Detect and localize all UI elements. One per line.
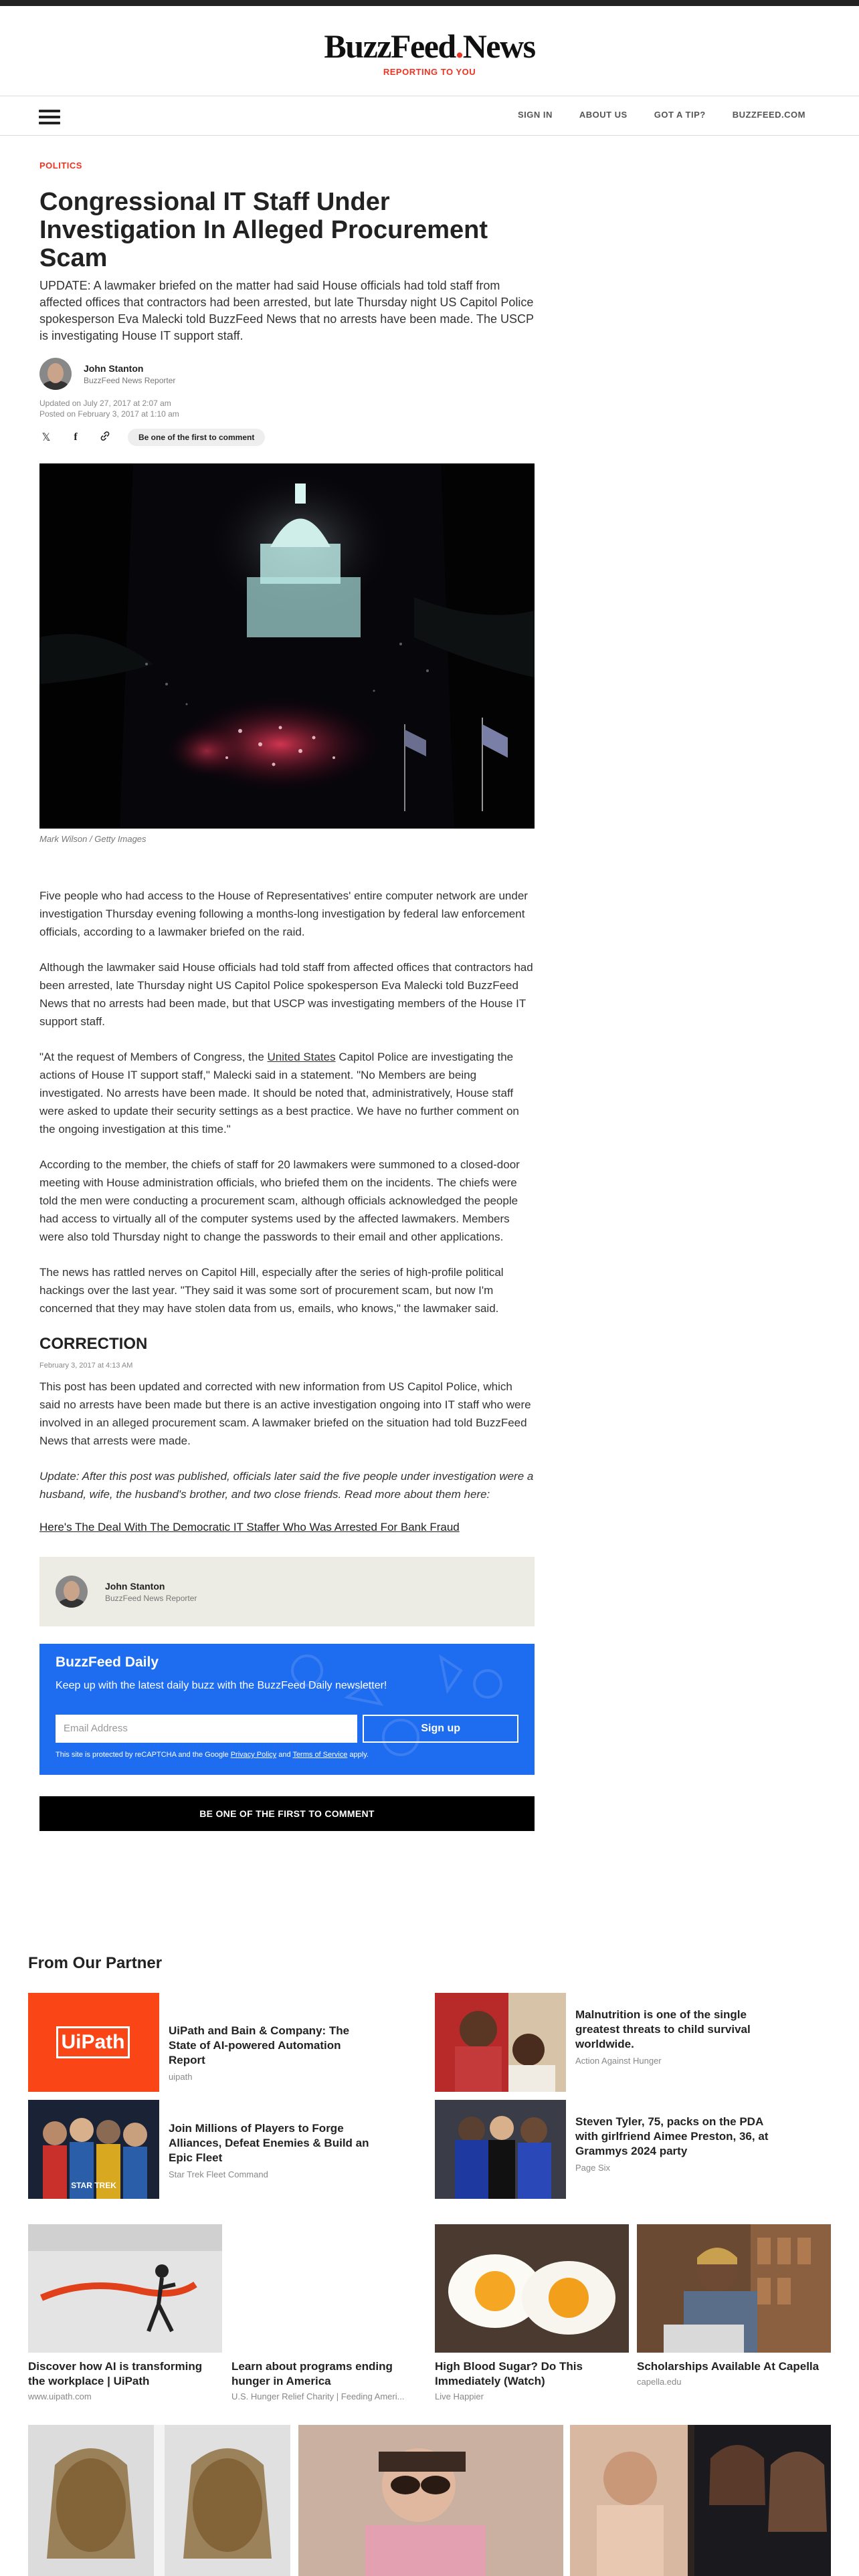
capella-thumbnail [637, 2224, 831, 2353]
partner-grid-card[interactable] [28, 2224, 222, 2401]
card-title: Steven Tyler, 75, packs on the PDA with girlfriend Aimee Preston, 36, at Grammys 2024 party [575, 2115, 769, 2157]
newsletter-description: Keep up with the latest daily buzz with the BuzzFeed Daily newsletter! [56, 1680, 387, 1691]
newsletter-signup [39, 1644, 535, 1775]
svg-text:STAR TREK: STAR TREK [71, 2181, 116, 2190]
partner-card[interactable] [28, 2100, 369, 2199]
card-source: www.uipath.com [28, 2391, 92, 2401]
partner-heading: From Our Partner [28, 1954, 163, 1972]
children-thumbnail [435, 1993, 566, 2092]
facebook-icon[interactable]: f [74, 431, 78, 443]
partner-card[interactable] [28, 1993, 369, 2092]
card-source: Star Trek Fleet Command [169, 2169, 268, 2179]
recaptcha-notice: This site is protected by reCAPTCHA and the Google Privacy Policy and Terms of Service apply. [56, 1751, 369, 1759]
share-bar [39, 429, 535, 446]
card-title: Scholarships Available At Capella [637, 2360, 820, 2373]
uipath-thumbnail: UiPath [28, 1993, 159, 2092]
card-title: Learn about programs ending hunger in America [231, 2360, 393, 2387]
card-title: Discover how AI is transforming the workplace | UiPath [28, 2360, 203, 2387]
timestamps [39, 398, 535, 419]
buzzfeed-news-logo[interactable]: BuzzFeed.News [324, 27, 535, 65]
sign-in-link[interactable]: SIGN IN [517, 110, 553, 120]
related-article-link[interactable]: Here's The Deal With The Democratic IT Staffer Who Was Arrested For Bank Fraud [39, 1521, 460, 1533]
author-card [39, 1557, 535, 1626]
article-dek: UPDATE: A lawmaker briefed on the matter had said House officials had told staff from affected offices that contractors had been arrested, but late Thursday night US Capitol Police spokesperson Eva Malecki told BuzzFeed News that no arrests have been made. The USCP is investigating House IT support staff. [39, 279, 534, 342]
about-us-link[interactable]: ABOUT US [579, 110, 628, 120]
celebrity-thumbnail [435, 2100, 566, 2199]
paragraph-5: The news has rattled nerves on Capitol Hill, especially after the series of high-profile political hackings over the last year. "They said it was some sort of procurement scam, but now I'm concerned that they may have stolen data from us, emails, who knows," the lawmaker said. [39, 1266, 504, 1315]
tagline: REPORTING TO YOU [383, 67, 476, 77]
partner-card[interactable] [435, 1993, 776, 2092]
comment-pill-button[interactable]: Be one of the first to comment [128, 429, 265, 446]
nav-bar [0, 96, 859, 136]
paragraph-1: Five people who had access to the House of Representatives' entire computer network are under investigation Thursday evening following a months-long investigation by federal law enforcement officials, according to a lawmaker briefed on the raid. [39, 889, 528, 938]
article-body [39, 887, 535, 1534]
card-source: Live Happier [435, 2391, 484, 2401]
partner-grid-card[interactable] [231, 2224, 425, 2401]
got-a-tip-link[interactable]: GOT A TIP? [654, 110, 706, 120]
category-label[interactable]: POLITICS [39, 160, 82, 171]
photo-credit: Mark Wilson / Getty Images [39, 834, 147, 844]
partner-image-couple[interactable] [570, 2425, 831, 2576]
privacy-policy-link[interactable]: Privacy Policy [230, 1751, 277, 1759]
partner-section [28, 1954, 831, 1973]
author-avatar[interactable] [39, 358, 72, 390]
update-note: Update: After this post was published, officials later said the five people under investigation were a husband, wife, the husband's brother, and two close friends. Read more about them here: [39, 1470, 534, 1501]
card-title: Malnutrition is one of the single greatest threats to child survival worldwide. [575, 2008, 751, 2050]
card-source: Page Six [575, 2163, 611, 2173]
partner-image-mugshots[interactable] [28, 2425, 290, 2576]
card-source: uipath [169, 2072, 193, 2082]
article [39, 160, 535, 1831]
sign-up-button[interactable]: Sign up [363, 1715, 518, 1743]
paragraph-4: According to the member, the chiefs of staff for 20 lawmakers were summoned to a closed-door meeting with House administration officials, who briefed them on the incidents. The chiefs were told the men were conducting a procurement scam, although officials acknowledged the people had access to virtually all of the computer systems used by the affected lawmakers. Members were also told Thursday night to change the passwords to their email and other applications. [39, 1158, 520, 1243]
top-stripe [0, 0, 859, 6]
newsletter-title: BuzzFeed Daily [56, 1654, 159, 1670]
correction-date: February 3, 2017 at 4:13 AM [39, 1362, 133, 1370]
united-states-link[interactable]: United States [267, 1051, 336, 1063]
byline [39, 358, 535, 390]
uipath-runner-thumbnail [28, 2224, 222, 2353]
capitol-photo [39, 463, 535, 829]
card-source: capella.edu [637, 2377, 682, 2387]
author-avatar[interactable] [56, 1576, 88, 1608]
updated-date: Updated on July 27, 2017 at 2:07 am [39, 399, 171, 408]
partner-card[interactable] [435, 2100, 776, 2199]
card-title: Join Millions of Players to Forge Alliances, Defeat Enemies & Build an Epic Fleet [169, 2122, 369, 2164]
paragraph-3: "At the request of Members of Congress, the United States Capitol Police are investigating the actions of House IT support staff," Malecki said in a statement. "No Members are being investigated. No arrests have been made. It should be noted that, administratively, House staff were asked to update their security settings as a best practice. We have no further comment on the ongoing investigation at this time." [39, 1051, 519, 1136]
partner-grid-card[interactable] [435, 2224, 629, 2401]
paragraph-2: Although the lawmaker said House officials had told staff from affected offices that contractors had been arrested, late Thursday night US Capitol Police spokesperson Eva Malecki told BuzzFeed News that no arrests had been made, but that USCP was investigating members of the House IT support staff. [39, 961, 533, 1028]
terms-of-service-link[interactable]: Terms of Service [292, 1751, 348, 1759]
partner-grid-card[interactable] [637, 2224, 831, 2387]
email-input[interactable]: Email Address [56, 1715, 357, 1743]
buzzfeed-com-link[interactable]: BUZZFEED.COM [732, 110, 805, 120]
site-header [0, 27, 859, 77]
eggs-thumbnail [435, 2224, 629, 2353]
comment-button[interactable]: BE ONE OF THE FIRST TO COMMENT [39, 1796, 535, 1831]
author-role: BuzzFeed News Reporter [105, 1593, 197, 1603]
author-name[interactable]: John Stanton [105, 1580, 165, 1592]
x-twitter-icon[interactable]: 𝕏 [41, 432, 51, 443]
posted-date: Posted on February 3, 2017 at 1:10 am [39, 409, 179, 419]
nav-links [518, 110, 805, 120]
card-title: UiPath and Bain & Company: The State of AI-powered Automation Report [169, 2024, 350, 2066]
author-role: BuzzFeed News Reporter [84, 375, 176, 385]
partner-image-woman[interactable] [298, 2425, 563, 2576]
card-source: U.S. Hunger Relief Charity | Feeding Ameri... [231, 2391, 405, 2401]
author-name[interactable]: John Stanton [84, 362, 144, 374]
article-headline: Congressional IT Staff Under Investigation In Alleged Procurement Scam [39, 188, 488, 272]
card-title: High Blood Sugar? Do This Immediately (Watch) [435, 2360, 583, 2387]
hunger-relief-thumbnail [231, 2224, 425, 2353]
menu-icon[interactable] [39, 110, 60, 124]
correction-heading: CORRECTION [39, 1335, 148, 1353]
link-icon[interactable] [98, 431, 112, 445]
correction-text: This post has been updated and corrected with new information from US Capitol Police, which said no arrests have been made but there is an active investigation ongoing into IT staff who were involved in an alleged procurement scam. A lawmaker briefed on the situation had told BuzzFeed News that arrests were made. [39, 1380, 531, 1447]
card-source: Action Against Hunger [575, 2056, 662, 2066]
star-trek-thumbnail [28, 2100, 159, 2199]
